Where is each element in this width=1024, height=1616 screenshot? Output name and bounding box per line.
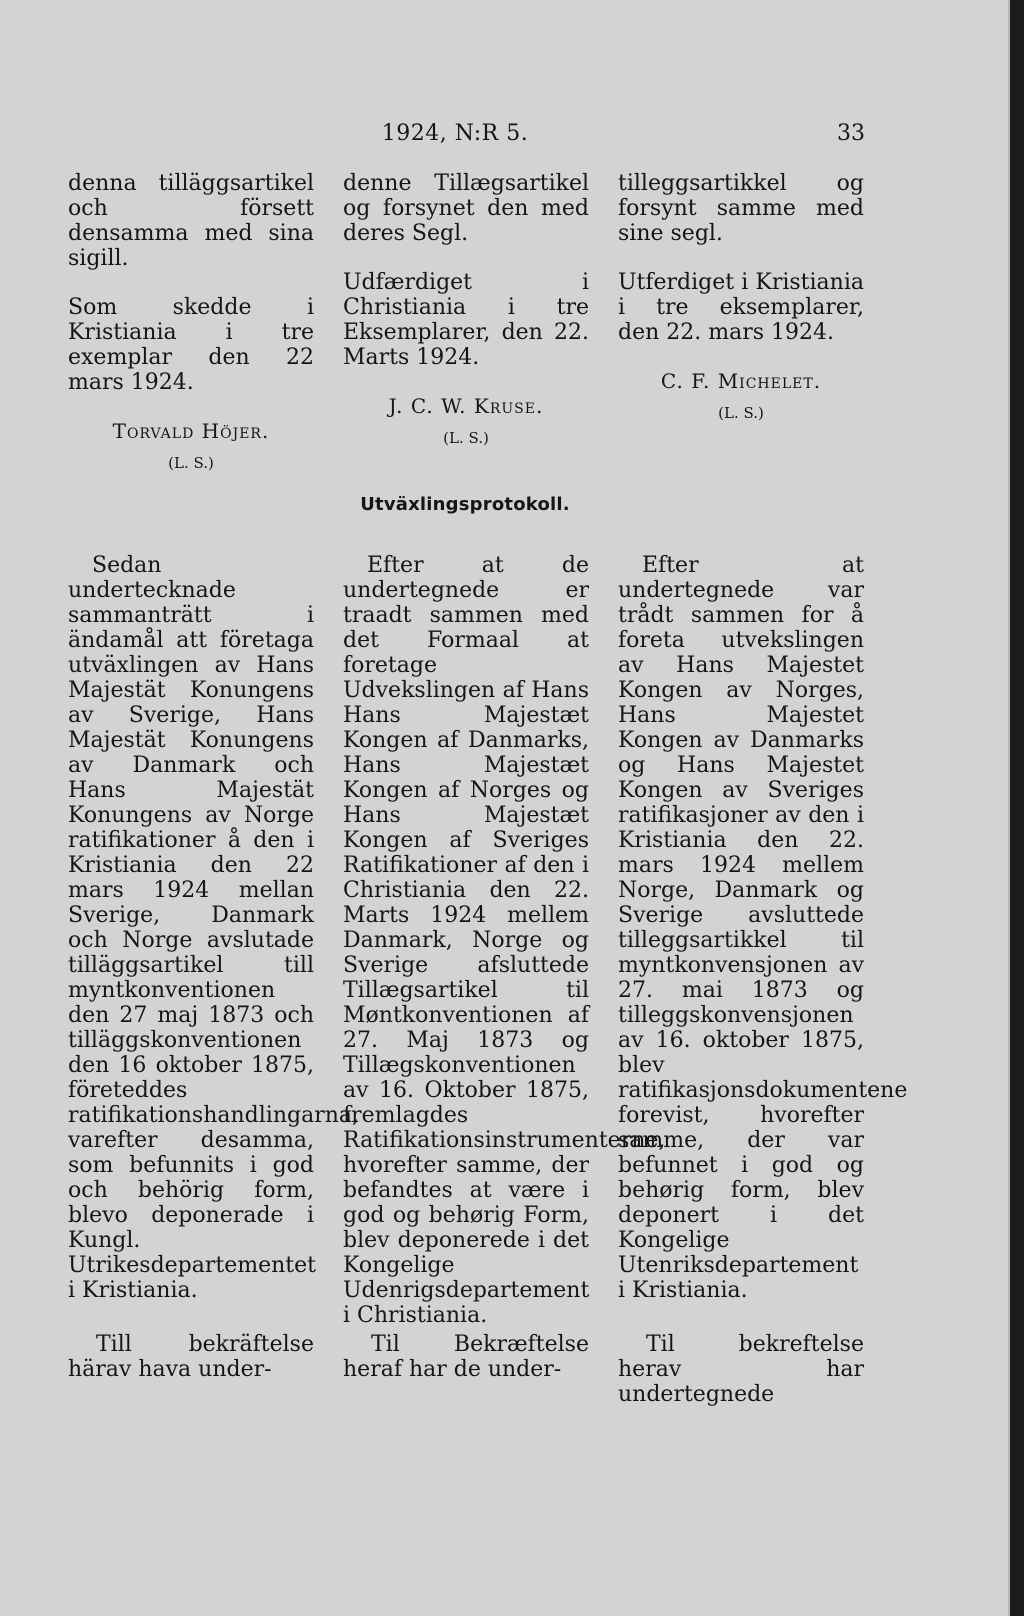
danish-closing-text: denne Tillægsartikel og forsynet den med deres Segl. [343, 171, 589, 246]
swedish-closing-text: denna tilläggsartikel och försett densamma med sina sigill. [68, 171, 314, 271]
norwegian-closing-text: tilleggsartikkel og forsynt samme med sine segl. [618, 171, 864, 246]
danish-seal: (L. S.) [443, 429, 489, 447]
swedish-confirmation: Till bekräftelse härav hava under- [68, 1332, 314, 1382]
norwegian-signer: C. F. Michelet. [660, 369, 822, 393]
swedish-protocol-text: Sedan undertecknade sammanträtt i ändamål att företaga utväxlingen av Hans Majestät Konungens av Sverige, Hans Majestät Konungens av Danmark och Hans Majestät Konungens av Norge ratifikationer å den i Kristiania den 22 mars 1924 mellan Sverige, Danmark och Norge avslutade tilläggsartikel till myntkonventionen den 27 maj 1873 och tilläggskonventionen den 16 oktober 1875, företeddes ratifikationshandlingarna, varefter desamma, som befunnits i god och behörig form, blevo deponerade i Kungl. Utrikesdepartementet i Kristiania. [68, 553, 359, 1303]
norwegian-place-date: Utferdiget i Kristiania i tre eksemplarer, den 22. mars 1924. [618, 270, 864, 345]
norwegian-closing-column [618, 171, 864, 426]
scan-border [1010, 0, 1024, 1616]
norwegian-protocol-text: Efter at undertegnede var trådt sammen for å foreta utvekslingen av Hans Majestet Kongen av Norges, Hans Majestet Kongen av Danmarks og Hans Majestet Kongen av Sveriges ratifikasjoner av den i Kristiania den 22. mars 1924 mellem Norge, Danmark og Sverige avsluttede tilleggsartikkel til myntkonvensjonen av 27. mai 1873 og tilleggskonvensjonen av 16. oktober 1875, blev ratifikasjonsdokumentene forevist, hvorefter samme, der var befunnet i god og behørig form, blev deponert i det Kongelige Utenriksdepartement i Kristiania. [618, 553, 908, 1303]
norwegian-seal: (L. S.) [718, 404, 764, 422]
danish-signer: J. C. W. Kruse. [388, 394, 544, 418]
swedish-seal: (L. S.) [168, 454, 214, 472]
danish-place-date: Udfærdiget i Christiania i tre Eksemplarer, den 22. Marts 1924. [343, 270, 589, 370]
danish-confirmation: Til Bekræftelse heraf har de under- [343, 1332, 589, 1382]
section-title: Utväxlingsprotokoll. [360, 494, 570, 515]
danish-closing-column [343, 171, 589, 451]
swedish-place-date: Som skedde i Kristiania i tre exemplar den 22 mars 1924. [68, 295, 314, 395]
swedish-closing-column [68, 171, 314, 476]
danish-protocol-text: Efter at de undertegnede er traadt sammen med det Formaal at foretage Udvekslingen af Hans Hans Majestæt Kongen af Danmarks, Hans Majestæt Kongen af Norges og Hans Majestæt Kongen af Sveriges Ratifikationer af den i Christiania den 22. Marts 1924 mellem Danmark, Norge og Sverige afsluttede Tillægsartikel til Møntkonventionen af 27. Maj 1873 og Tillægskonventionen av 16. Oktober 1875, fremlagdes Ratifikationsinstrumenterne, hvorefter samme, der befandtes at være i god og behørig Form, blev deponerede i det Kongelige Udenrigsdepartement i Christiania. [343, 553, 666, 1328]
swedish-signer: Torvald Höjer. [112, 419, 270, 443]
issue-header: 1924, N:R 5. [381, 121, 529, 146]
page-number: 33 [837, 121, 865, 146]
norwegian-confirmation: Til bekreftelse herav har undertegnede [618, 1332, 864, 1407]
